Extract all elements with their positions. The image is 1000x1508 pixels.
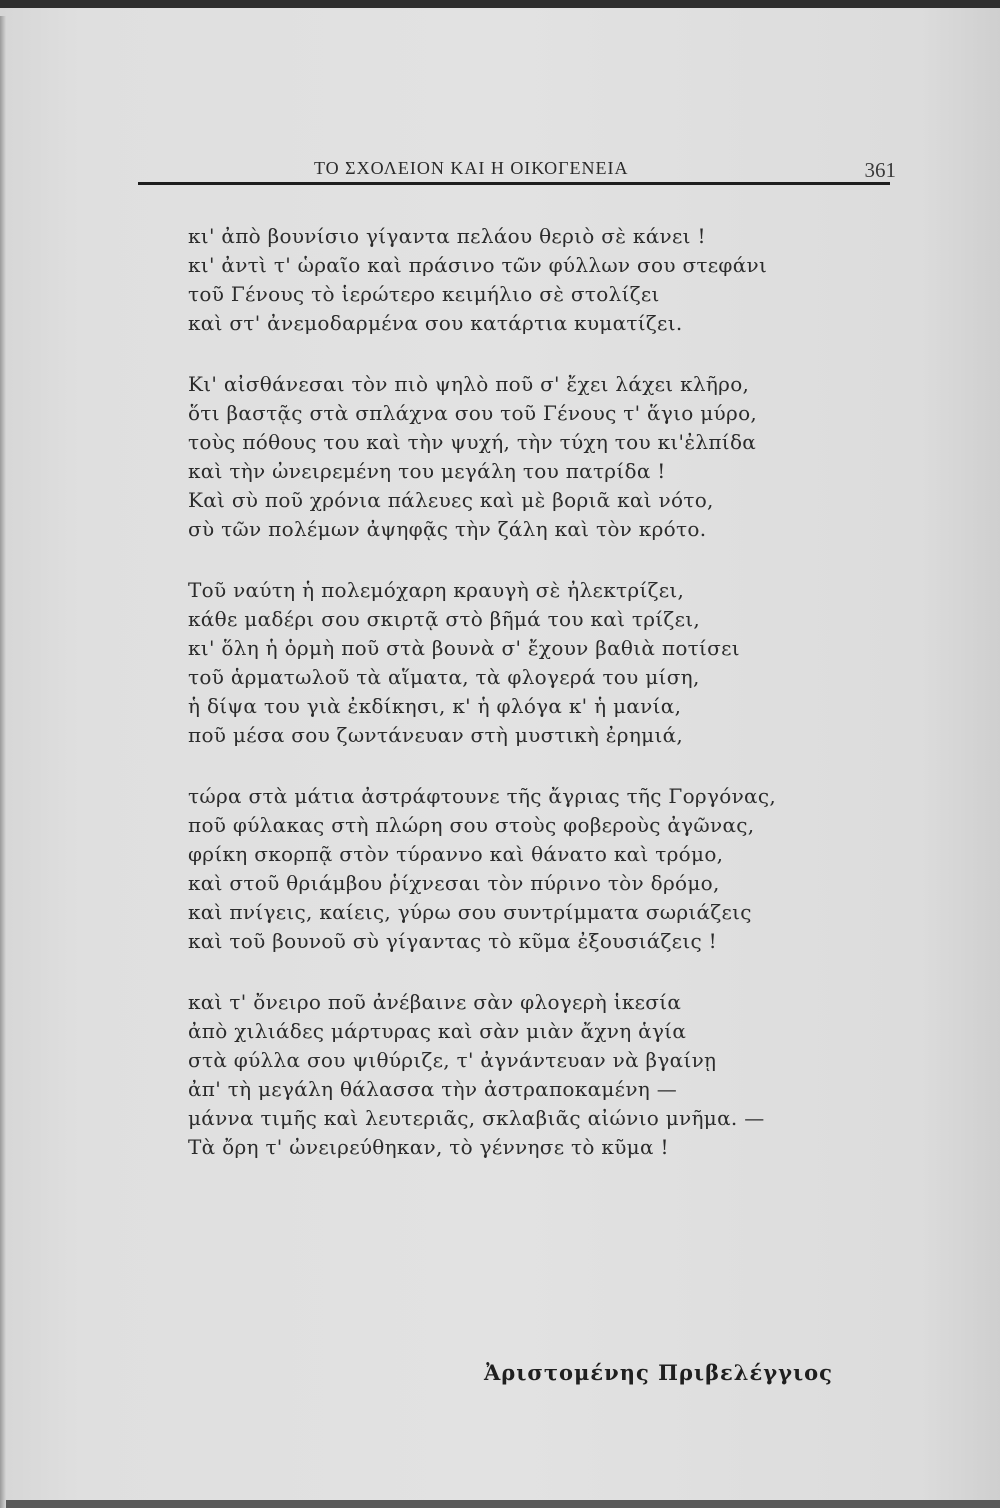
verse-line: Τὰ ὄρη τ' ὠνειρεύθηκαν, τὸ γέννησε τὸ κῦμα !	[188, 1135, 669, 1159]
header-rule	[138, 182, 890, 185]
page-number: 361	[864, 158, 896, 182]
verse-line: στὰ φύλλα σου ψιθύριζε, τ' ἀγνάντευαν νὰ βγαίνῃ	[188, 1048, 717, 1072]
stanza	[188, 222, 878, 338]
verse-line: ἡ δίψα του γιὰ ἐκδίκησι, κ' ἡ φλόγα κ' ἡ μανία,	[188, 694, 682, 718]
page-header	[138, 148, 896, 188]
verse-line: ἀπ' τὴ μεγάλη θάλασσα τὴν ἀστραποκαμένη —	[188, 1077, 678, 1101]
verse-line: ποῦ μέσα σου ζωντάνευαν στὴ μυστικὴ ἐρημιά,	[188, 723, 684, 747]
verse-line: ἀπὸ χιλιάδες μάρτυρας καὶ σὰν μιὰν ἄχνη ἁγία	[188, 1019, 687, 1043]
verse-line: κάθε μαδέρι σου σκιρτᾷ στὸ βῆμά του καὶ τρίζει,	[188, 607, 701, 631]
author-signature: Ἀριστομένης Πριβελέγγιος	[484, 1360, 833, 1385]
poem	[188, 222, 878, 1194]
verse-line: καὶ στοῦ θριάμβου ῥίχνεσαι τὸν πύρινο τὸν δρόμο,	[188, 871, 720, 895]
verse-line: σὺ τῶν πολέμων ἀψηφᾷς τὴν ζάλη καὶ τὸν κρότο.	[188, 517, 707, 541]
verse-line: καὶ τοῦ βουνοῦ σὺ γίγαντας τὸ κῦμα ἐξουσιάζεις !	[188, 929, 717, 953]
verse-line: Κι' αἰσθάνεσαι τὸν πιὸ ψηλὸ ποῦ σ' ἔχει λάχει κλῆρο,	[188, 372, 750, 396]
verse-line: φρίκη σκορπᾷ στὸν τύραννο καὶ θάνατο καὶ τρόμο,	[188, 842, 724, 866]
verse-line: τοῦ Γένους τὸ ἱερώτερο κειμήλιο σὲ στολίζει	[188, 282, 660, 306]
stanza	[188, 782, 878, 956]
verse-line: τώρα στὰ μάτια ἀστράφτουνε τῆς ἄγριας τῆς Γοργόνας,	[188, 784, 777, 808]
stanza	[188, 988, 878, 1162]
verse-line: ποῦ φύλακας στὴ πλώρη σου στοὺς φοβεροὺς ἀγῶνας,	[188, 813, 755, 837]
verse-line: τοὺς πόθους του καὶ τὴν ψυχή, τὴν τύχη του κι'ἐλπίδα	[188, 430, 757, 454]
verse-line: καὶ στ' ἀνεμοδαρμένα σου κατάρτια κυματίζει.	[188, 311, 683, 335]
running-title: ΤΟ ΣΧΟΛΕΙΟΝ ΚΑΙ Η ΟΙΚΟΓΕΝΕΙΑ	[314, 158, 629, 178]
verse-line: κι' ἀντὶ τ' ὡραῖο καὶ πράσινο τῶν φύλλων σου στεφάνι	[188, 253, 768, 277]
verse-line: καὶ πνίγεις, καίεις, γύρω σου συντρίμματα σωριάζεις	[188, 900, 752, 924]
verse-line: καὶ τ' ὄνειρο ποῦ ἀνέβαινε σὰν φλογερὴ ἱκεσία	[188, 990, 682, 1014]
verse-line: κι' ὅλη ἡ ὁρμὴ ποῦ στὰ βουνὰ σ' ἔχουν βαθιὰ ποτίσει	[188, 636, 740, 660]
verse-line: καὶ τὴν ὠνειρεμένη του μεγάλη του πατρίδα !	[188, 459, 666, 483]
verse-line: τοῦ ἁρματωλοῦ τὰ αἵματα, τὰ φλογερά του μίση,	[188, 665, 700, 689]
verse-line: Καὶ σὺ ποῦ χρόνια πάλευες καὶ μὲ βοριᾶ καὶ νότο,	[188, 488, 714, 512]
verse-line: ὅτι βαστᾷς στὰ σπλάχνα σου τοῦ Γένους τ' ἅγιο μύρο,	[188, 401, 758, 425]
verse-line: μάννα τιμῆς καὶ λευτεριᾶς, σκλαβιᾶς αἰώνιο μνῆμα. —	[188, 1106, 765, 1130]
stanza	[188, 370, 878, 544]
verse-line: κι' ἀπὸ βουνίσιο γίγαντα πελάου θεριὸ σὲ κάνει !	[188, 224, 706, 248]
stanza	[188, 576, 878, 750]
verse-line: Τοῦ ναύτη ἡ πολεμόχαρη κραυγὴ σὲ ἠλεκτρίζει,	[188, 578, 685, 602]
page-shadow-edge	[0, 16, 6, 1508]
scan-top-edge	[0, 0, 1000, 8]
